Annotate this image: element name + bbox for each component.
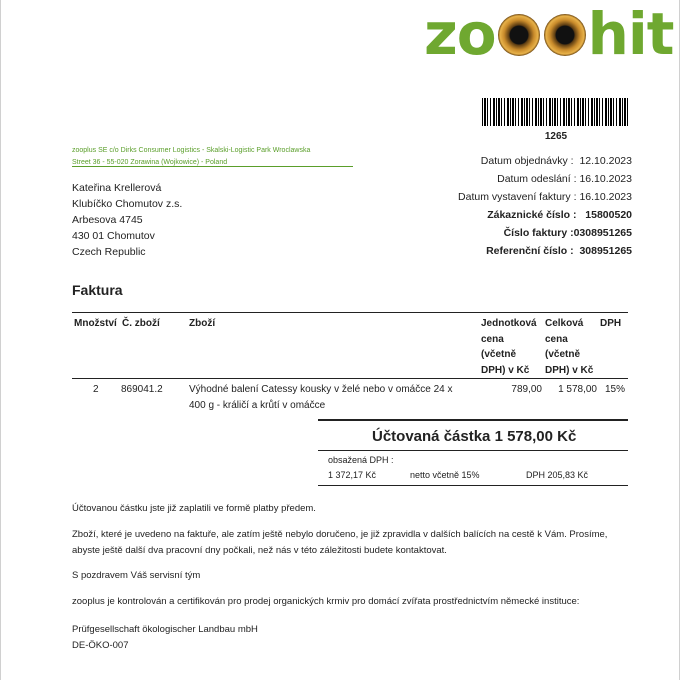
vat-base: 1 372,17 Kč (328, 470, 377, 480)
ship-date: 16.10.2023 (579, 173, 632, 185)
invoice-title: Faktura (72, 282, 123, 298)
order-date-row: Datum objednávky : 12.10.2023 (480, 155, 632, 167)
certification-note: zooplus je kontrolován a certifikován pro prodej organických krmiv pro domácí zvířata prostřednictvím německé instituce: (72, 596, 580, 607)
delivery-note-1: Zboží, které je uvedeno na faktuře, ale zatím ještě nebylo doručeno, je již zpravidla v dalších balících na cestě k Vám. Prosíme, (72, 529, 608, 540)
recipient-address (72, 180, 182, 260)
invoice-date-row: Datum vystavení faktury : 16.10.2023 (458, 191, 632, 203)
row-vat: 15% (605, 384, 626, 395)
certifier-code: DE-ÖKO-007 (72, 640, 129, 651)
total-value: 1 578,00 Kč (494, 428, 577, 445)
delivery-note-2: abyste ještě další dva pracovní dny počkali, než nás v této záležitosti budete kontaktovat. (72, 545, 447, 556)
total-bottom-rule (318, 450, 628, 451)
row-item: Výhodné balení Catessy kousky v želé nebo v omáčce 24 x 400 g - králičí a krůtí v omáčce (189, 384, 453, 411)
table-top-rule (72, 312, 628, 313)
vat-label: obsažená DPH : (328, 455, 394, 465)
header-item-no: Č. zboží (122, 318, 160, 329)
vat-bottom-rule (318, 485, 628, 486)
recipient-name: Kateřina Krellerová (72, 182, 162, 194)
barcode-number: 1265 (544, 131, 568, 142)
header-vat: DPH (600, 318, 622, 329)
row-qty: 2 (93, 384, 99, 395)
sender-line-2: Street 36 - 55-020 Zorawina (Wojkowice) - Poland (72, 159, 228, 166)
greeting: S pozdravem Váš servisní tým (72, 570, 201, 581)
vat-rate: netto včetně 15% (410, 470, 480, 480)
row-unit-price: 789,00 (511, 384, 542, 395)
recipient-city: 430 01 Chomutov (72, 230, 155, 242)
table-header-rule (72, 378, 628, 379)
payment-note: Účtovanou částku jste již zaplatili ve formě platby předem. (72, 503, 316, 514)
header-qty: Množství (74, 318, 117, 329)
invoice-no-row: Číslo faktury :0308951265 (503, 227, 632, 239)
logo-eyes-icon (496, 12, 588, 56)
ship-date-row: Datum odeslání : 16.10.2023 (497, 173, 632, 185)
customer-no-row: Zákaznické číslo : 15800520 (487, 209, 632, 221)
header-total-price: Celková cena (včetně DPH) v Kč (545, 318, 594, 376)
row-total-price: 1 578,00 (558, 384, 597, 395)
invoice-meta (458, 152, 632, 260)
total-top-rule (318, 419, 628, 421)
header-item: Zboží (189, 318, 216, 329)
certifier-name: Prüfgesellschaft ökologischer Landbau mbH (72, 624, 258, 635)
vat-amount: DPH 205,83 Kč (526, 470, 589, 480)
row-item-no: 869041.2 (121, 384, 163, 395)
sender-line-1: zooplus SE c/o Dirks Consumer Logistics - Skalski-Logistic Park Wroclawska (72, 147, 311, 154)
barcode (482, 98, 630, 126)
recipient-country: Czech Republic (72, 246, 146, 258)
logo-text-start: zo (424, 0, 496, 68)
invoice-date: 16.10.2023 (579, 191, 632, 203)
page-edge-left (0, 0, 1, 680)
logo-text-end: hit (587, 0, 674, 68)
reference-no-row: Referenční číslo : 308951265 (486, 245, 632, 257)
sender-divider (72, 166, 353, 167)
invoice-no: 0308951265 (573, 227, 632, 239)
zoohit-logo (424, 0, 674, 68)
reference-no: 308951265 (579, 245, 632, 257)
header-unit-price: Jednotková cena (včetně DPH) v Kč (481, 318, 537, 376)
recipient-org: Klubíčko Chomutov z.s. (72, 198, 183, 210)
total-amount: Účtovaná částka 1 578,00 Kč (372, 428, 577, 445)
customer-no: 15800520 (585, 209, 632, 221)
order-date: 12.10.2023 (579, 155, 632, 167)
recipient-street: Arbesova 4745 (72, 214, 143, 226)
